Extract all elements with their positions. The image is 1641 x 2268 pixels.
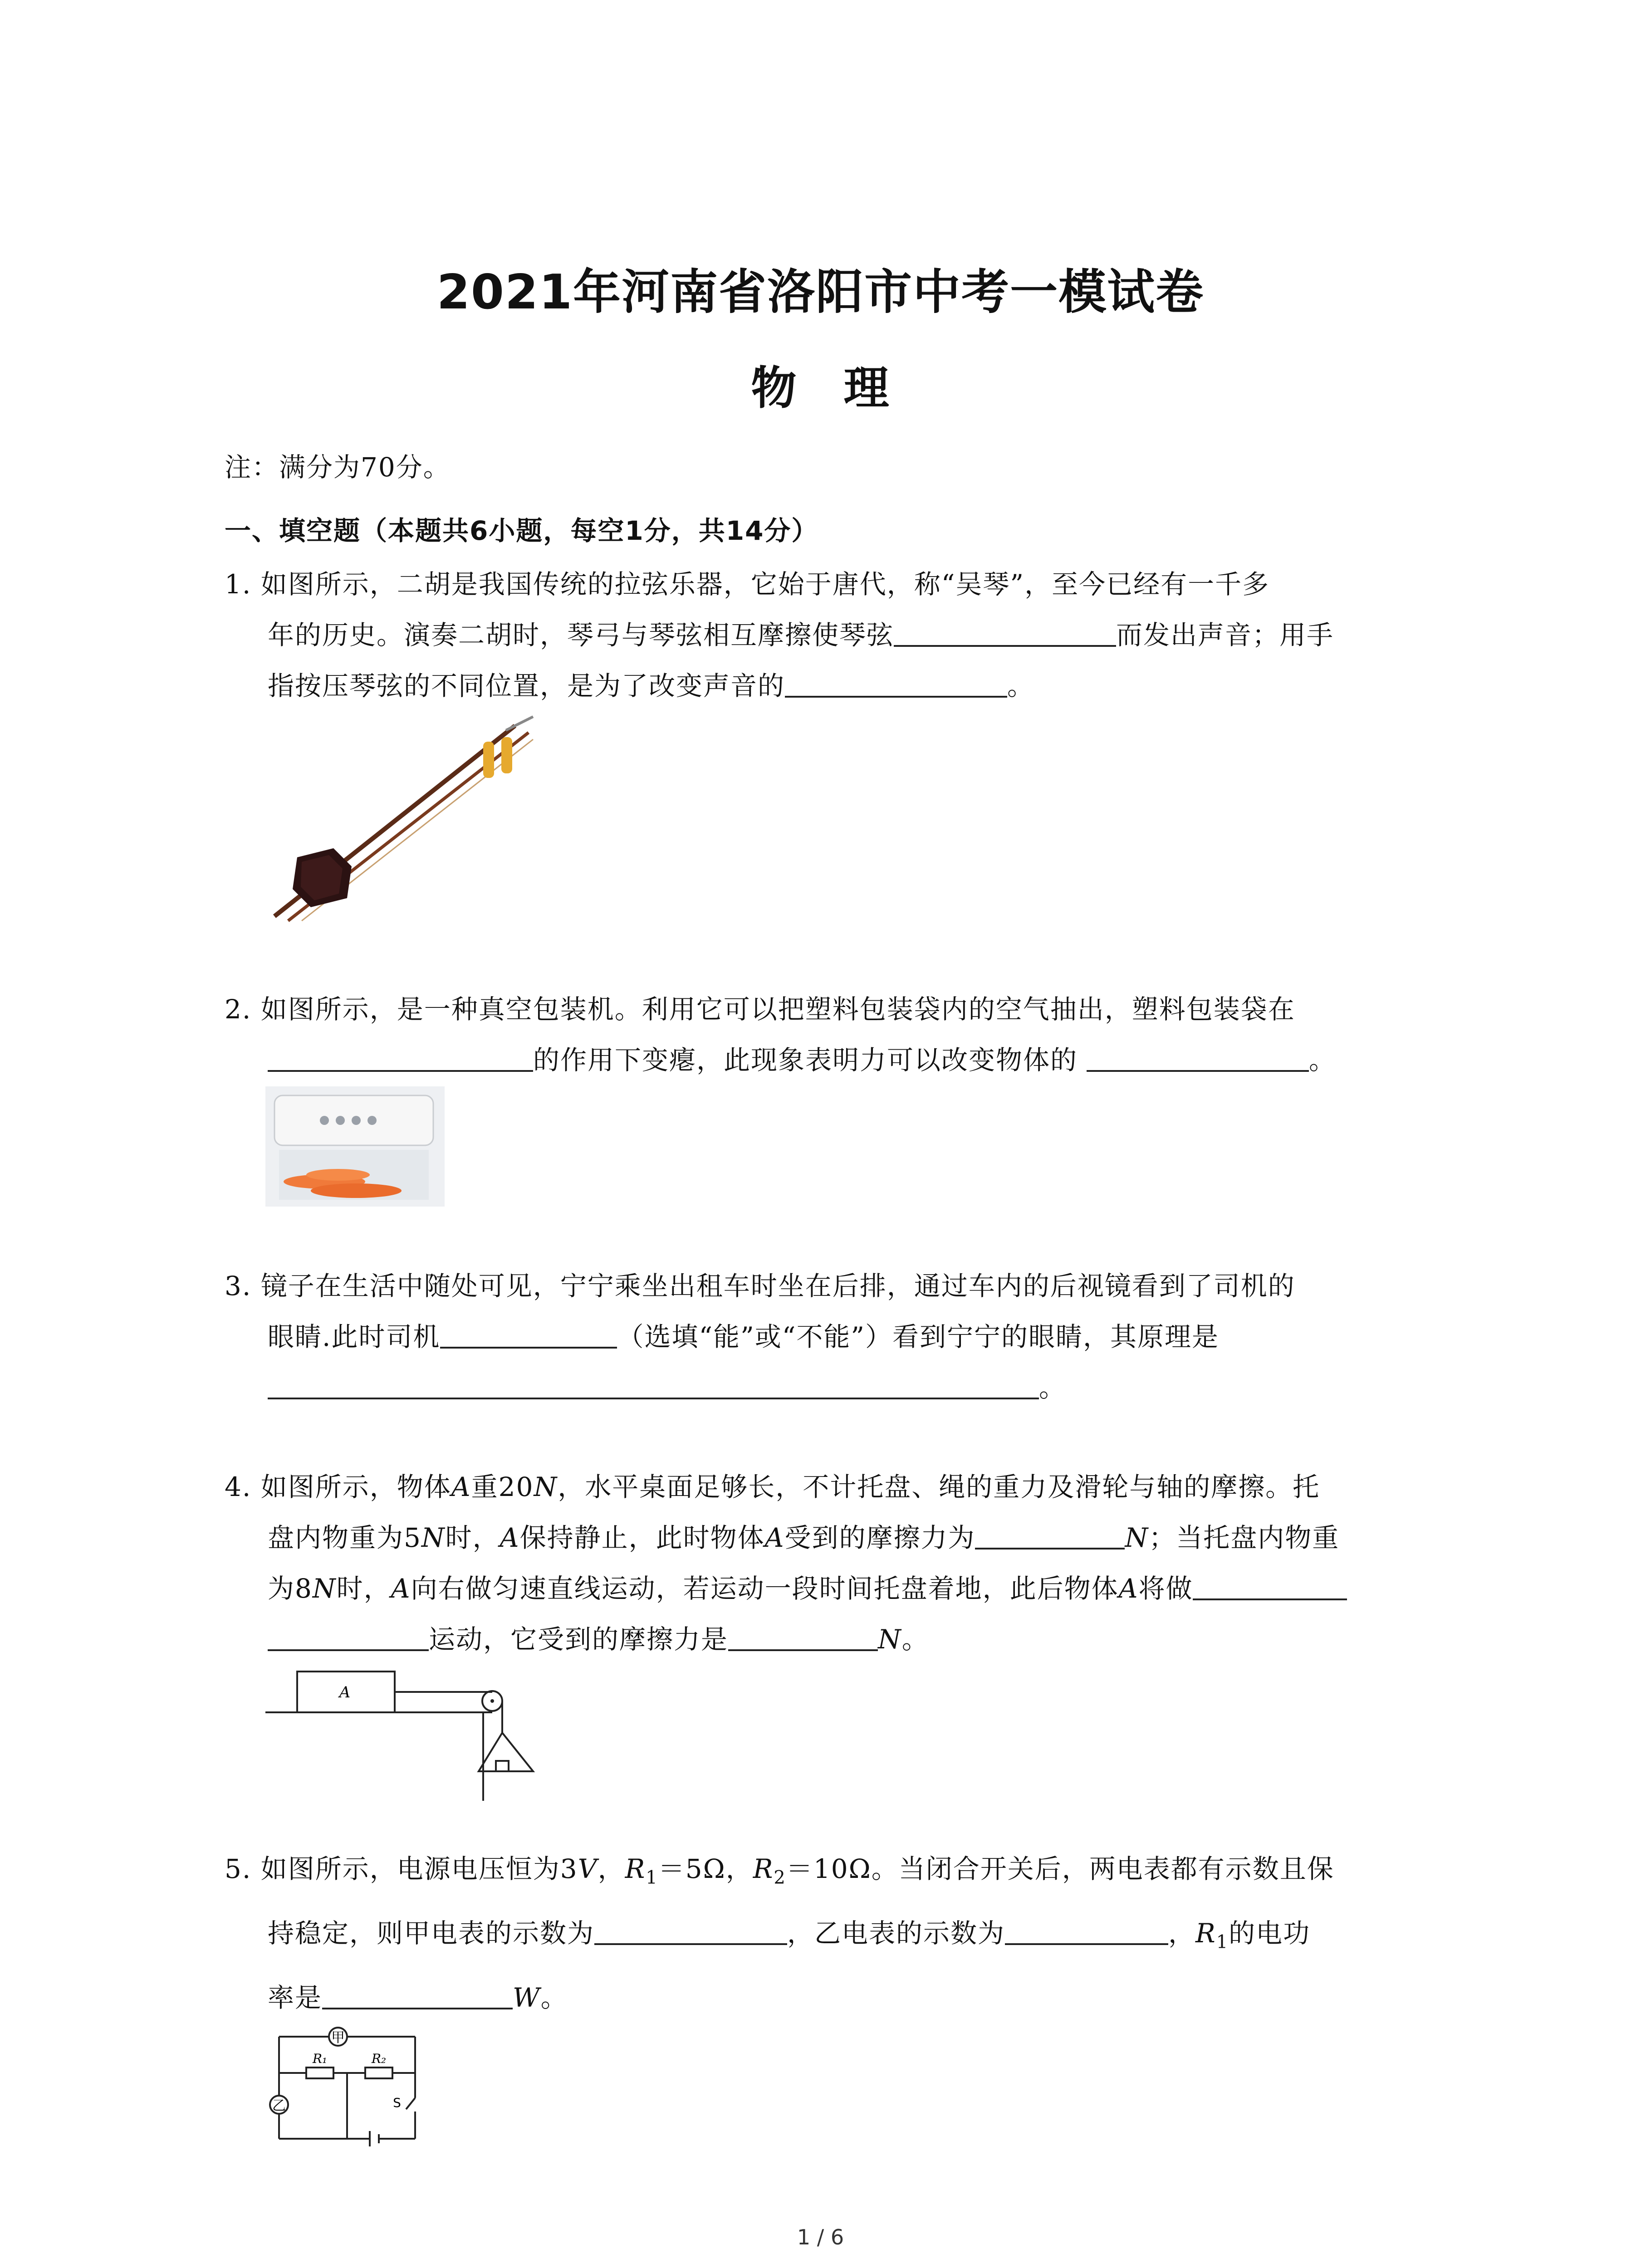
q5-blank3[interactable]: [322, 1981, 513, 2009]
q3-line3: 。: [268, 1369, 1066, 1406]
q1-line1: 1. 如图所示，二胡是我国传统的拉弦乐器，它始于唐代，称“吴琴”，至今已经有一千多: [225, 569, 1270, 600]
section-heading: 一、填空题（本题共6小题，每空1分，共14分）: [225, 515, 819, 546]
q5-line1: 5. 如图所示，电源电压恒为3V，$R_1=5\Omega$，$R_2=10\Omega$。当闭合开关后，两电表都有示数且保: [225, 1853, 1334, 1888]
q2-line2: 的作用下变瘪，此现象表明力可以改变物体的 。: [268, 1042, 1336, 1078]
page-title: 2021年河南省洛阳市中考一模试卷: [436, 264, 1205, 320]
q5-blank1[interactable]: [594, 1917, 787, 1945]
page-number: 1 / 6: [797, 2225, 844, 2249]
erhu-image: [261, 708, 542, 934]
r1-label: R₁: [312, 2051, 328, 2066]
q1-line2: 年的历史。演奏二胡时，琴弓与琴弦相互摩擦使琴弦 而发出声音；用手: [268, 620, 1334, 650]
score-note: 注：满分为70分。: [225, 452, 451, 483]
q1-blank1[interactable]: [894, 619, 1116, 647]
q4-line4: 运动，它受到的摩擦力是 N。: [268, 1621, 929, 1657]
q4-line1: 4. 如图所示，物体A重20N，水平桌面足够长，不计托盘、绳的重力及滑轮与轴的摩擦。托: [225, 1471, 1320, 1502]
q3-line2: 眼睛.此时司机 （选填“能”或“不能”）看到宁宁的眼睛，其原理是: [268, 1321, 1220, 1352]
q2-blank2[interactable]: [1087, 1044, 1309, 1072]
q5-line3: 率是 W。: [268, 1982, 568, 2013]
switch-label: S: [393, 2095, 401, 2110]
q3-blank2[interactable]: [268, 1371, 1039, 1399]
q3-blank1[interactable]: [440, 1320, 617, 1349]
q3-line1: 3. 镜子在生活中随处可见，宁宁乘坐出租车时坐在后排，通过车内的后视镜看到了司机的: [225, 1271, 1295, 1301]
q1-blank2[interactable]: [785, 670, 1007, 698]
q5-blank2[interactable]: [1005, 1917, 1168, 1945]
q1-line3: 指按压琴弦的不同位置，是为了改变声音的 。: [268, 670, 1035, 701]
meter-jia-label: 甲: [331, 2030, 345, 2046]
pulley-diagram: [265, 1665, 556, 1801]
q2-blank1[interactable]: [268, 1044, 533, 1072]
q4-blank1[interactable]: [975, 1521, 1125, 1549]
r2-label: R₂: [371, 2051, 387, 2066]
q4-line2: 盘内物重为5N时，A保持静止，此时物体A受到的摩擦力为 N；当托盘内物重: [268, 1522, 1340, 1553]
subject-title: 物 理: [751, 362, 890, 415]
q4-blank2[interactable]: [1193, 1572, 1347, 1600]
q4-blank3[interactable]: [268, 1623, 429, 1651]
vacuum-sealer-image: [265, 1086, 445, 1207]
q4-line3: 为8N时，A向右做匀速直线运动，若运动一段时间托盘着地，此后物体A将做: [268, 1570, 1347, 1607]
circuit-diagram: [265, 2014, 456, 2155]
q2-line1: 2. 如图所示，是一种真空包装机。利用它可以把塑料包装袋内的空气抽出，塑料包装袋在: [225, 994, 1295, 1025]
block-a-label: A: [339, 1683, 351, 1701]
q5-line2: 持稳定，则甲电表的示数为 ，乙电表的示数为 ，$R_1$的电功: [268, 1918, 1311, 1953]
meter-yi-label: 乙: [272, 2098, 286, 2114]
q4-blank4[interactable]: [728, 1623, 878, 1651]
